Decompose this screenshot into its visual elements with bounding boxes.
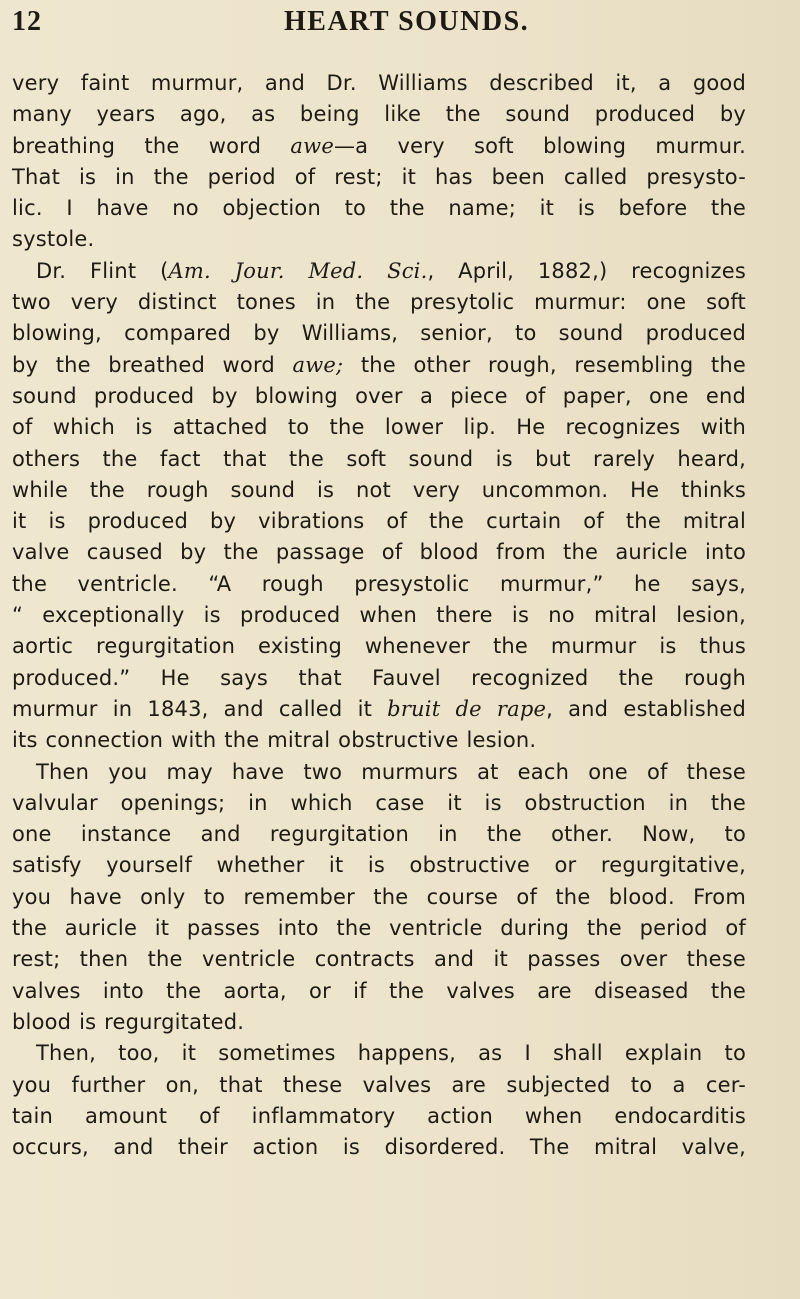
text-line: Then, too, it sometimes happens, as I shall explain to	[36, 1041, 746, 1066]
text-line: breathing the word awe—a very soft blowing murmur.	[12, 133, 747, 158]
italic-word: awe	[290, 133, 334, 158]
page-header	[12, 6, 782, 48]
text-line: two very distinct tones in the presytolic murmur: one soft	[12, 290, 746, 315]
text-line: rest; then the ventricle contracts and it passes over these	[12, 947, 746, 972]
text-line: of which is attached to the lower lip. He recognizes with	[12, 415, 746, 440]
text-line: while the rough sound is not very uncommon. He thinks	[12, 477, 746, 502]
text-line: blowing, compared by Williams, senior, to sound produced	[12, 321, 746, 346]
body-text	[12, 68, 746, 1163]
italic-word: awe;	[292, 352, 344, 377]
text-line: by the breathed word awe; the other rough, resembling the	[12, 352, 746, 377]
text-line: “ exceptionally is produced when there is no mitral lesion,	[12, 603, 746, 628]
text-line: many years ago, as being like the sound produced by	[12, 102, 746, 127]
text-line: valves into the aorta, or if the valves are diseased the	[12, 978, 746, 1003]
text-line: Then you may have two murmurs at each one of these	[36, 759, 746, 784]
text-line: the auricle it passes into the ventricle during the period of	[12, 916, 746, 941]
text-line: one instance and regurgitation in the other. Now, to	[12, 822, 746, 847]
text-line: others the fact that the soft sound is but rarely heard,	[12, 446, 746, 471]
text-line: lic. I have no objection to the name; it is before the	[12, 196, 746, 221]
text-line: Dr. Flint (Am. Jour. Med. Sci., April, 1882,) recognizes	[36, 258, 746, 283]
text-line: tain amount of inflammatory action when endocarditis	[12, 1103, 746, 1128]
text-line: systole.	[12, 227, 95, 252]
running-title: HEART SOUNDS.	[284, 6, 530, 37]
italic-citation: Am. Jour. Med. Sci.	[168, 258, 428, 283]
text-line: valve caused by the passage of blood from the auricle into	[12, 540, 746, 565]
text-line: its connection with the mitral obstructive lesion.	[12, 728, 537, 753]
text-line: murmur in 1843, and called it bruit de rape, and established	[12, 696, 746, 721]
text-line: you further on, that these valves are subjected to a cer-	[12, 1072, 746, 1097]
text-line: you have only to remember the course of the blood. From	[12, 884, 746, 909]
text-line: blood is regurgitated.	[12, 1009, 245, 1034]
text-line: it is produced by vibrations of the curtain of the mitral	[12, 509, 746, 534]
text-line: aortic regurgitation existing whenever the murmur is thus	[12, 634, 746, 659]
italic-term: bruit de rape	[387, 696, 547, 721]
text-line: the ventricle. “A rough presystolic murmur,” he says,	[12, 571, 746, 596]
page-number: 12	[12, 6, 42, 37]
text-line: produced.” He says that Fauvel recognized the rough	[12, 665, 746, 690]
text-line: That is in the period of rest; it has been called presysto-	[12, 164, 746, 189]
text-line: occurs, and their action is disordered. The mitral valve,	[12, 1135, 746, 1160]
text-line: valvular openings; in which case it is obstruction in the	[12, 790, 746, 815]
text-line: satisfy yourself whether it is obstructive or regurgitative,	[12, 853, 746, 878]
text-line: sound produced by blowing over a piece of paper, one end	[12, 383, 746, 408]
text-line: very faint murmur, and Dr. Williams described it, a good	[12, 71, 746, 95]
